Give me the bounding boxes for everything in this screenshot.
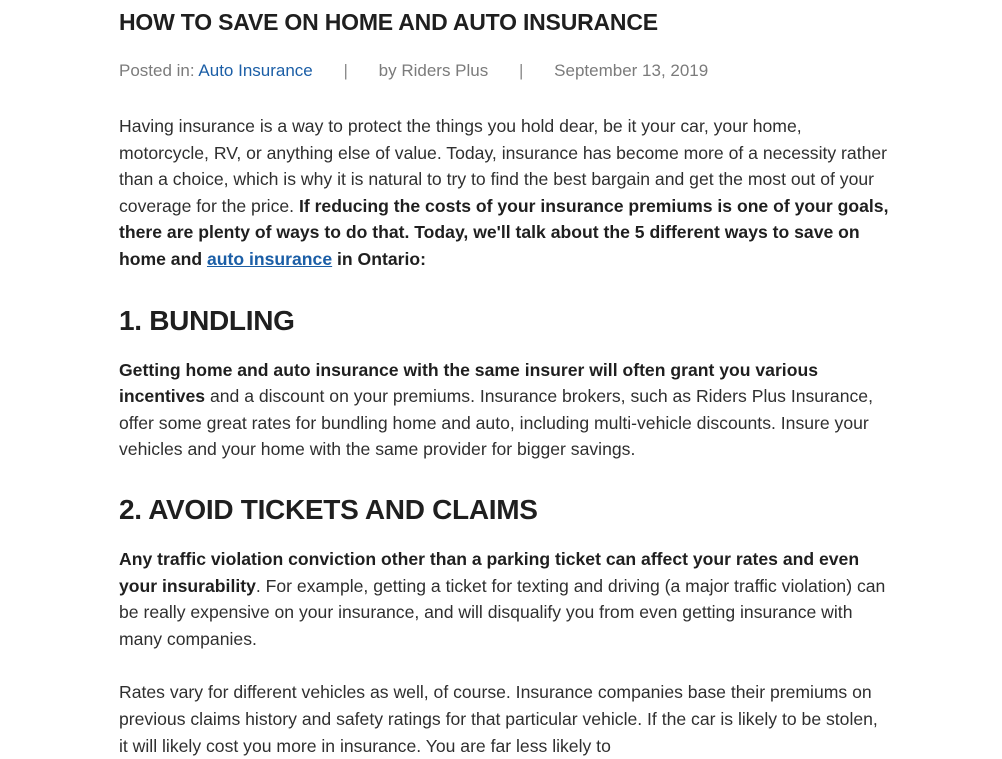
- post-author: by Riders Plus: [378, 61, 489, 80]
- tickets-text: . For example, getting a ticket for texting and driving (a major traffic violation) can be really expensive on your insurance, and will disqualify you from even getting insurance with many companies.: [119, 575, 886, 649]
- category-link[interactable]: Auto Insurance: [198, 61, 313, 80]
- post-date: September 13, 2019: [554, 61, 709, 80]
- meta-separator: |: [519, 61, 524, 80]
- bundling-text: and a discount on your premiums. Insurance brokers, such as Riders Plus Insurance, offer some great rates for bundling home and auto, including multi-vehicle discounts. Insure your vehicles and your home with the same provider for bigger savings.: [119, 386, 873, 460]
- section-heading-bundling: 1. BUNDLING: [119, 304, 295, 336]
- tickets-paragraph: [119, 546, 889, 652]
- tickets-bold-lead: Any traffic violation conviction other than a parking ticket can affect your rates and even your insurability: [119, 548, 860, 596]
- post-meta: [119, 60, 889, 82]
- post-title: HOW TO SAVE ON HOME AND AUTO INSURANCE: [119, 9, 658, 35]
- intro-bold-text: If reducing the costs of your insurance premiums is one of your goals, there are plenty of ways to do that. Today, we'll talk about the 5 different ways to save on home and: [119, 195, 889, 269]
- intro-bold-tail: in Ontario:: [332, 248, 426, 269]
- bundling-paragraph: [119, 357, 889, 463]
- intro-text: Having insurance is a way to protect the things you hold dear, be it your car, your home, motorcycle, RV, or anything else of value. Today, insurance has become more of a necessity rather than a choice, which is why it is natural to try to find the best bargain and get the most out of your coverage for the price.: [119, 116, 888, 216]
- meta-separator: |: [343, 61, 348, 80]
- auto-insurance-link[interactable]: auto insurance: [206, 248, 333, 269]
- bundling-bold-lead: Getting home and auto insurance with the same insurer will often grant you various incentives: [119, 359, 818, 407]
- article: [119, 0, 889, 759]
- section-heading-tickets: 2. AVOID TICKETS AND CLAIMS: [119, 493, 538, 525]
- rates-paragraph: Rates vary for different vehicles as well, of course. Insurance companies base their premiums on previous claims history and safety ratings for that particular vehicle. If the car is likely to be stolen, it will likely cost you more in insurance. You are far less likely to: [119, 682, 878, 756]
- posted-in-label: Posted in:: [119, 61, 195, 80]
- intro-paragraph: [119, 113, 889, 273]
